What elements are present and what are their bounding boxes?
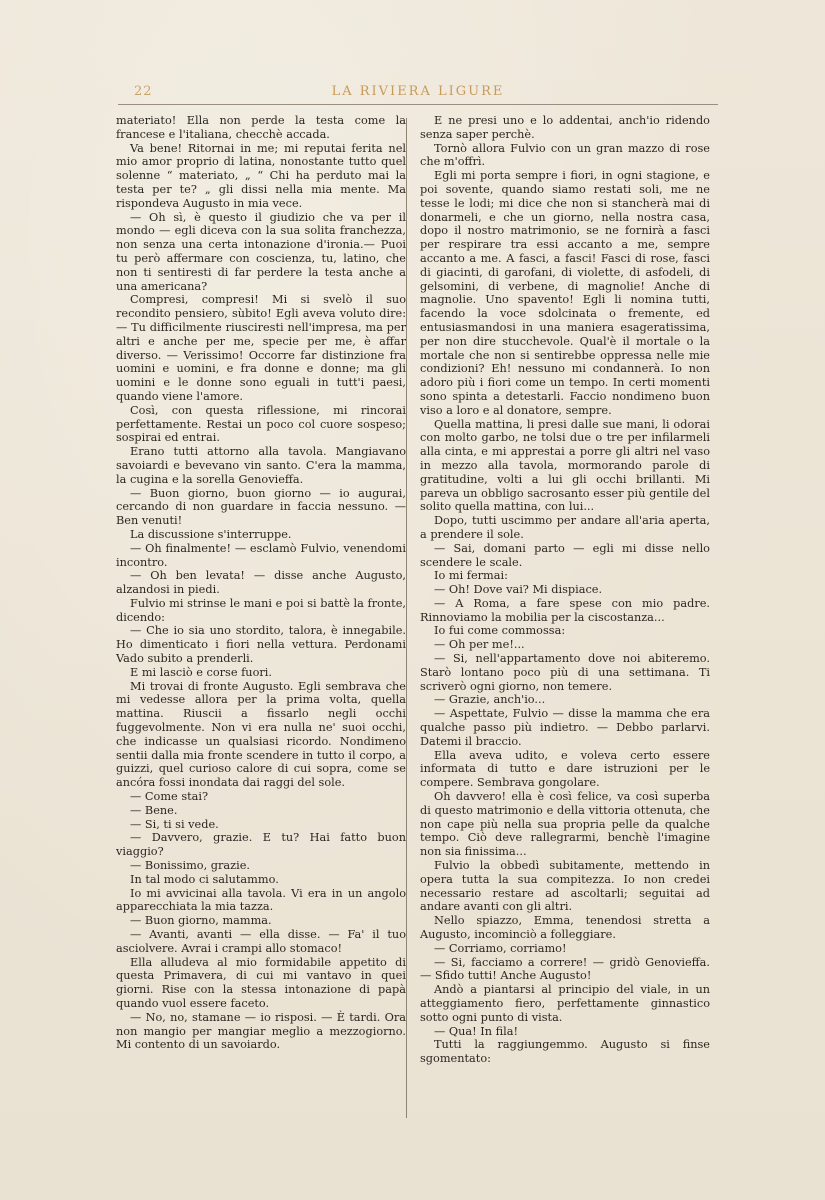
paragraph: — Si, facciamo a correre! — gridò Genovieffa. — Sfido tutti! Anche Augusto! xyxy=(420,955,710,983)
paragraph: Quella mattina, li presi dalle sue mani, li odorai con molto garbo, ne tolsi due o tre per infilarmeli alla cinta, e mi apprestai a porre gli altri nel vaso in mezzo alla tavola, mormorando parole di gratitudine, volti a lui gli occhi brillanti. Mi pareva un obbligo sacrosanto esser più gentile del solito quella mattina, con lui... xyxy=(420,417,710,514)
paragraph: — A Roma, a fare spese con mio padre. Rinnoviamo la mobilia per la ciscostanza... xyxy=(420,596,710,624)
paragraph: Compresi, compresi! Mi si svelò il suo recondito pensiero, sùbito! Egli aveva voluto dire: — Tu difficilmente riusciresti nell'impresa, ma per altri e anche per me, specie per me, è affar diverso. — Verissimo! Occorre far distinzione fra uomini e uomini, e fra donne e donne; ma gli uomini e le donne sono eguali in tutt'i paesi, quando viene l'amore. xyxy=(116,293,406,403)
paragraph: — Bene. xyxy=(130,803,178,817)
paragraph: Mi trovai di fronte Augusto. Egli sembrava che mi vedesse allora per la prima volta, quella mattina. Riuscii a fissarlo negli occhi fuggevolmente. Non vi era nulla ne' suoi occhi, che indicasse un qualsiasi ricordo. Nondimeno sentii dalla mia fronte scendere in tutto il corpo, a guizzi, quel curioso calore di cui sopra, come se ancóra fossi inondata dai raggi del sole. xyxy=(116,679,406,790)
paragraph: Nello spiazzo, Emma, tenendosi stretta a Augusto, incominciò a folleggiare. xyxy=(420,914,710,942)
paragraph: E mi lasciò e corse fuori. xyxy=(130,665,272,679)
paragraph: E ne presi uno e lo addentai, anch'io ridendo senza saper perchè. xyxy=(420,114,710,141)
paragraph: Così, con questa riflessione, mi rincorai perfettamente. Restai un poco col cuore sospeso; sospirai ed entrai. xyxy=(116,403,406,445)
running-title: LA RIVIERA LIGURE xyxy=(331,84,505,99)
paragraph: Ella alludeva al mio formidabile appetito di questa Primavera, di cui mi vantavo in quei giorni. Rise con la stessa intonazione di papà quando vuol essere faceto. xyxy=(116,955,406,1010)
paragraph: — Corriamo, corriamo! xyxy=(434,941,567,955)
paragraph: Dopo, tutti uscimmo per andare all'aria aperta, a prendere il sole. xyxy=(420,514,710,541)
paragraph: Erano tutti attorno alla tavola. Mangiavano savoiardi e bevevano vin santo. C'era la mamma, la cugina e la sorella Genovieffa. xyxy=(116,445,406,486)
paragraph: — Qua! In fila! xyxy=(434,1024,519,1038)
paragraph: — Oh ben levata! — disse anche Augusto, alzandosi in piedi. xyxy=(116,569,406,597)
page-number: 22 xyxy=(134,84,153,99)
paragraph: — Che io sia uno stordito, talora, è innegabile. Ho dimenticato i fiori nella vettura. Perdonami Vado subito a prenderli. xyxy=(116,624,406,666)
paragraph: — Oh sì, è questo il giudizio che va per il mondo — egli diceva con la sua solita franchezza, non senza una certa intonazione d'ironia.— Puoi tu però affermare con coscienza, tu, latino, che non ti sentiresti di far perdere la testa anche a una americana? xyxy=(116,210,406,293)
paragraph: — Avanti, avanti — ella disse. — Fa' il tuo asciolvere. Avrai i crampi allo stomaco! xyxy=(116,928,406,955)
paragraph: — Oh! Dove vai? Mi dispiace. xyxy=(434,583,603,597)
paragraph: Tutti la raggiungemmo. Augusto si finse sgomentato: xyxy=(420,1038,710,1066)
paragraph: Io mi fermai: xyxy=(434,569,508,583)
paragraph: Io fui come commossa: xyxy=(434,624,566,638)
paragraph: — Bonissimo, grazie. xyxy=(130,859,250,873)
paragraph: — No, no, stamane — io risposi. — È tardi. Ora non mangio per mangiar meglio a mezzogiorno. Mi contento di un savoiardo. xyxy=(116,1010,406,1052)
paragraph: materiato! Ella non perde la testa come la francese e l'italiana, checchè accada. xyxy=(116,114,406,141)
paragraph: — Oh per me!... xyxy=(434,638,525,652)
paragraph: — Buon giorno, mamma. xyxy=(130,914,272,928)
paragraph: — Oh finalmente! — esclamò Fulvio, venendomi incontro. xyxy=(116,541,406,569)
paragraph: Tornò allora Fulvio con un gran mazzo di rose che m'offrì. xyxy=(420,141,710,169)
text-column-left xyxy=(116,114,406,1052)
paragraph: Fulvio mi strinse le mani e poi si battè la fronte, dicendo: xyxy=(116,596,406,624)
paragraph: — Si, ti si vede. xyxy=(130,817,219,831)
page-header xyxy=(118,82,718,104)
paragraph: Andò a piantarsi al principio del viale, in un atteggiamento fiero, perfettamente ginnastico sotto ogni punto di vista. xyxy=(420,983,710,1024)
paragraph: — Come stai? xyxy=(130,790,209,804)
column-divider xyxy=(406,118,407,1118)
header-rule xyxy=(118,104,718,105)
paragraph: — Sai, domani parto — egli mi disse nello scendere le scale. xyxy=(420,541,710,569)
paragraph: Fulvio la obbedì subitamente, mettendo in opera tutta la sua compitezza. Io non credei necessario restare ad ascoltarli; seguitai ad andare avanti con gli altri. xyxy=(420,859,710,914)
paragraph: Io mi avvicinai alla tavola. Vi era in un angolo apparecchiata la mia tazza. xyxy=(116,886,406,914)
paragraph: — Si, nell'appartamento dove noi abiteremo. Starò lontano poco più di una settimana. Ti scriverò ogni giorno, non temere. xyxy=(420,652,710,693)
paragraph: Egli mi porta sempre i fiori, in ogni stagione, e poi sovente, quando siamo restati soli, me ne tesse le lodi; mi dice che non si stancherà mai di donarmeli, e che un giorno, nella nostra casa, dopo il nostro matrimonio, se ne fornirà a fasci per respirare tra essi accanto a me, sempre accanto a me. A fasci, a fasci! Fasci di rose, fasci di giacinti, di garofani, di violette, di asfodeli, di gelsomini, di verbene, di magnolie! Anche di magnolie. Uno spavento! Egli li nomina tutti, facendo la voce sdolcinata o fremente, ed entusiasmandosi in una maniera esageratissima, per non dire stucchevole. Qual'è il mortale o la mortale che non si sentirebbe oppressa nelle mie condizioni? Eh! nessuno mi condannerà. Io non adoro più i fiori come un tempo. In certi momenti sono spinta a detestarli. Faccio nondimeno buon viso a loro e al donatore, sempre. xyxy=(420,169,710,417)
paragraph: Va bene! Ritornai in me; mi reputai ferita nel mio amor proprio di latina, nonostante tutto quel solenne “ materiato, „ “ Chi ha perduto mai la testa per te? „ gli dissi nella mia mente. Ma rispondeva Augusto in mia vece. xyxy=(116,141,406,210)
paragraph: — Grazie, anch'io... xyxy=(434,693,546,707)
paragraph: Ella aveva udito, e voleva certo essere informata di tutto e dare istruzioni per le compere. Sembrava gongolare. xyxy=(420,748,710,790)
paragraph: — Buon giorno, buon giorno — io augurai, cercando di non guardare in faccia nessuno. — Ben venuti! xyxy=(116,486,406,528)
paragraph: La discussione s'interruppe. xyxy=(130,527,292,541)
paragraph: Oh davvero! ella è così felice, va così superba di questo matrimonio e della vittoria ottenuta, che non cape più nella sua propria pelle da qualche tempo. Ciò deve rallegrarmi, benchè l'imagine non sia finissima... xyxy=(420,790,710,859)
paragraph: — Aspettate, Fulvio — disse la mamma che era qualche passo più indietro. — Debbo parlarvi. Datemi il braccio. xyxy=(420,707,710,748)
paragraph: — Davvero, grazie. E tu? Hai fatto buon viaggio? xyxy=(116,831,406,859)
paragraph: In tal modo ci salutammo. xyxy=(130,872,279,886)
text-column-right xyxy=(420,114,710,1066)
